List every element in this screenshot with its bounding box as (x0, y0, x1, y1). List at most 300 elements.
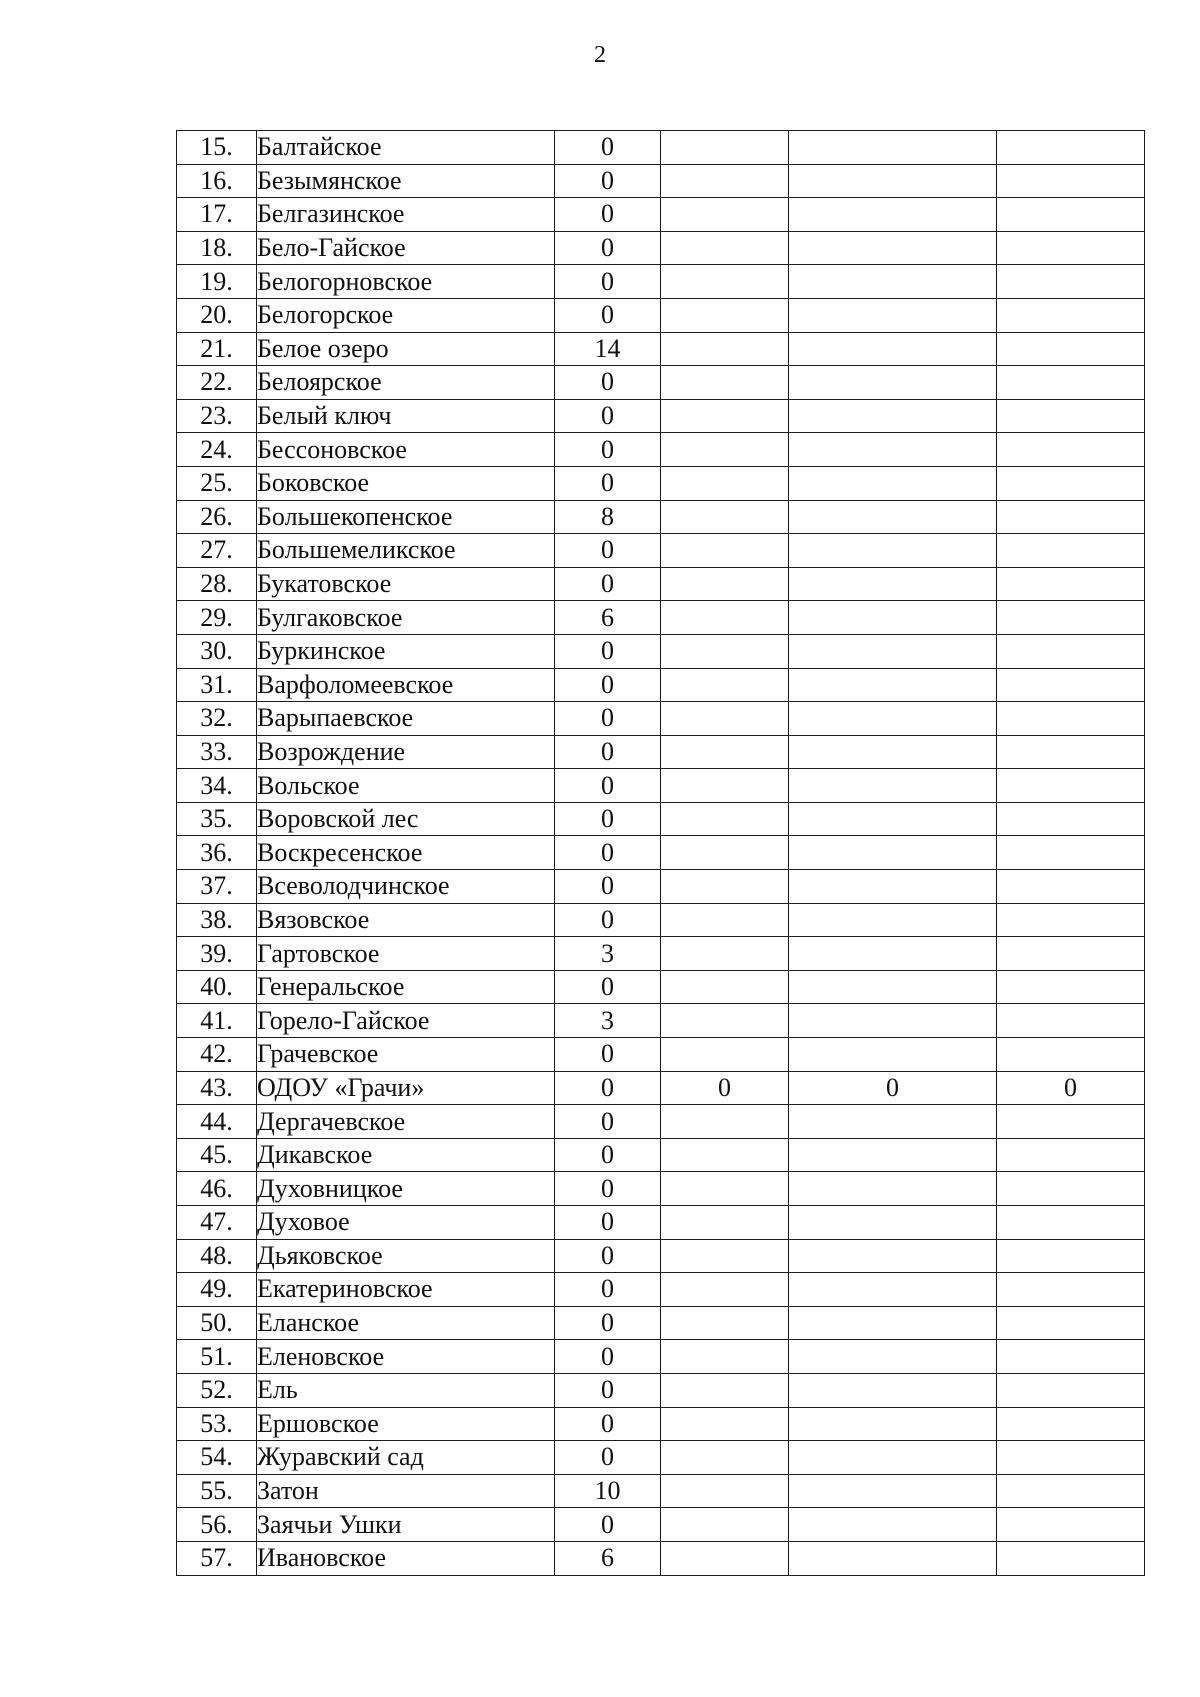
value-cell-1: 0 (555, 668, 661, 702)
row-number-cell: 18. (177, 231, 257, 265)
value-cell-2 (661, 634, 789, 668)
value-cell-1: 0 (555, 265, 661, 299)
row-number-cell: 28. (177, 567, 257, 601)
value-cell-4 (997, 1306, 1145, 1340)
value-cell-3 (789, 970, 997, 1004)
value-cell-1: 0 (555, 1138, 661, 1172)
value-cell-1: 0 (555, 870, 661, 904)
value-cell-2 (661, 870, 789, 904)
settlement-name-cell: Генеральское (257, 970, 555, 1004)
settlement-name-cell: Воскресенское (257, 836, 555, 870)
settlement-name-cell: Воровской лес (257, 802, 555, 836)
row-number-cell: 53. (177, 1407, 257, 1441)
row-number-cell: 34. (177, 769, 257, 803)
row-number-cell: 26. (177, 500, 257, 534)
value-cell-4 (997, 836, 1145, 870)
value-cell-1: 0 (555, 836, 661, 870)
value-cell-2 (661, 131, 789, 165)
value-cell-3 (789, 1105, 997, 1139)
row-number-cell: 55. (177, 1474, 257, 1508)
value-cell-4 (997, 870, 1145, 904)
value-cell-1: 0 (555, 1441, 661, 1475)
value-cell-4 (997, 164, 1145, 198)
row-number-cell: 36. (177, 836, 257, 870)
value-cell-1: 0 (555, 1239, 661, 1273)
row-number-cell: 25. (177, 466, 257, 500)
row-number-cell: 30. (177, 634, 257, 668)
settlement-name-cell: ОДОУ «Грачи» (257, 1071, 555, 1105)
table-row (177, 702, 1145, 736)
value-cell-1: 10 (555, 1474, 661, 1508)
table-row (177, 131, 1145, 165)
value-cell-4 (997, 500, 1145, 534)
value-cell-1: 0 (555, 634, 661, 668)
row-number-cell: 43. (177, 1071, 257, 1105)
value-cell-2 (661, 1138, 789, 1172)
settlement-name-cell: Безымянское (257, 164, 555, 198)
value-cell-1: 0 (555, 1273, 661, 1307)
table-row (177, 836, 1145, 870)
table-row (177, 903, 1145, 937)
value-cell-1: 0 (555, 534, 661, 568)
value-cell-3 (789, 1239, 997, 1273)
row-number-cell: 32. (177, 702, 257, 736)
value-cell-3 (789, 298, 997, 332)
row-number-cell: 22. (177, 366, 257, 400)
value-cell-1: 0 (555, 903, 661, 937)
value-cell-2 (661, 433, 789, 467)
value-cell-4 (997, 903, 1145, 937)
value-cell-4 (997, 1508, 1145, 1542)
table-row (177, 164, 1145, 198)
value-cell-1: 0 (555, 164, 661, 198)
table-row (177, 1273, 1145, 1307)
table-row (177, 332, 1145, 366)
value-cell-2 (661, 802, 789, 836)
value-cell-3 (789, 1474, 997, 1508)
settlement-name-cell: Всеволодчинское (257, 870, 555, 904)
value-cell-2 (661, 1004, 789, 1038)
value-cell-4 (997, 1373, 1145, 1407)
value-cell-4 (997, 1340, 1145, 1374)
value-cell-3 (789, 1541, 997, 1575)
value-cell-2 (661, 1273, 789, 1307)
value-cell-3 (789, 1441, 997, 1475)
value-cell-4 (997, 668, 1145, 702)
value-cell-4 (997, 1138, 1145, 1172)
value-cell-3 (789, 668, 997, 702)
value-cell-2 (661, 903, 789, 937)
value-cell-4 (997, 769, 1145, 803)
table-row (177, 769, 1145, 803)
value-cell-1: 8 (555, 500, 661, 534)
value-cell-1: 0 (555, 1172, 661, 1206)
row-number-cell: 47. (177, 1206, 257, 1240)
value-cell-3 (789, 769, 997, 803)
value-cell-3 (789, 1038, 997, 1072)
settlement-name-cell: Бело-Гайское (257, 231, 555, 265)
row-number-cell: 33. (177, 735, 257, 769)
value-cell-2 (661, 836, 789, 870)
value-cell-2 (661, 1306, 789, 1340)
table-row (177, 567, 1145, 601)
value-cell-1: 0 (555, 1038, 661, 1072)
value-cell-3 (789, 399, 997, 433)
value-cell-3 (789, 164, 997, 198)
settlement-name-cell: Еланское (257, 1306, 555, 1340)
table-row (177, 1508, 1145, 1542)
value-cell-4 (997, 433, 1145, 467)
value-cell-3 (789, 903, 997, 937)
value-cell-2 (661, 1508, 789, 1542)
row-number-cell: 49. (177, 1273, 257, 1307)
value-cell-3 (789, 870, 997, 904)
value-cell-3 (789, 231, 997, 265)
value-cell-4 (997, 1206, 1145, 1240)
table-row (177, 1206, 1145, 1240)
value-cell-1: 0 (555, 131, 661, 165)
value-cell-3: 0 (789, 1071, 997, 1105)
table-row (177, 1138, 1145, 1172)
value-cell-3 (789, 433, 997, 467)
value-cell-4 (997, 1474, 1145, 1508)
table-row (177, 1340, 1145, 1374)
value-cell-2 (661, 1373, 789, 1407)
value-cell-3 (789, 601, 997, 635)
table-row (177, 399, 1145, 433)
table-row (177, 1105, 1145, 1139)
table-row (177, 735, 1145, 769)
table-row (177, 1172, 1145, 1206)
row-number-cell: 57. (177, 1541, 257, 1575)
table-row (177, 1306, 1145, 1340)
value-cell-3 (789, 702, 997, 736)
value-cell-4 (997, 970, 1145, 1004)
settlement-name-cell: Вольское (257, 769, 555, 803)
value-cell-4 (997, 802, 1145, 836)
value-cell-4 (997, 702, 1145, 736)
row-number-cell: 27. (177, 534, 257, 568)
row-number-cell: 50. (177, 1306, 257, 1340)
row-number-cell: 54. (177, 1441, 257, 1475)
value-cell-2 (661, 1340, 789, 1374)
settlement-name-cell: Варфоломеевское (257, 668, 555, 702)
row-number-cell: 52. (177, 1373, 257, 1407)
table-row (177, 668, 1145, 702)
row-number-cell: 23. (177, 399, 257, 433)
table-row (177, 1407, 1145, 1441)
row-number-cell: 38. (177, 903, 257, 937)
settlement-name-cell: Заячьи Ушки (257, 1508, 555, 1542)
value-cell-2 (661, 668, 789, 702)
table-row (177, 1373, 1145, 1407)
table-row (177, 466, 1145, 500)
row-number-cell: 40. (177, 970, 257, 1004)
settlement-name-cell: Дергачевское (257, 1105, 555, 1139)
value-cell-4 (997, 1038, 1145, 1072)
settlement-name-cell: Булгаковское (257, 601, 555, 635)
value-cell-1: 14 (555, 332, 661, 366)
value-cell-2 (661, 1441, 789, 1475)
value-cell-3 (789, 332, 997, 366)
value-cell-1: 0 (555, 802, 661, 836)
settlement-name-cell: Ершовское (257, 1407, 555, 1441)
value-cell-4 (997, 567, 1145, 601)
value-cell-3 (789, 1172, 997, 1206)
table-row (177, 937, 1145, 971)
value-cell-3 (789, 1407, 997, 1441)
value-cell-4 (997, 231, 1145, 265)
row-number-cell: 19. (177, 265, 257, 299)
data-table (176, 130, 1145, 1576)
value-cell-2 (661, 1541, 789, 1575)
row-number-cell: 17. (177, 198, 257, 232)
settlement-name-cell: Белый ключ (257, 399, 555, 433)
value-cell-1: 0 (555, 1071, 661, 1105)
settlement-name-cell: Екатериновское (257, 1273, 555, 1307)
value-cell-1: 0 (555, 433, 661, 467)
settlement-name-cell: Балтайское (257, 131, 555, 165)
value-cell-1: 6 (555, 601, 661, 635)
value-cell-2 (661, 702, 789, 736)
row-number-cell: 15. (177, 131, 257, 165)
settlement-name-cell: Ель (257, 1373, 555, 1407)
value-cell-3 (789, 1306, 997, 1340)
row-number-cell: 39. (177, 937, 257, 971)
table-row (177, 1541, 1145, 1575)
value-cell-3 (789, 265, 997, 299)
value-cell-3 (789, 836, 997, 870)
settlement-name-cell: Затон (257, 1474, 555, 1508)
value-cell-1: 0 (555, 769, 661, 803)
value-cell-2 (661, 769, 789, 803)
value-cell-4 (997, 735, 1145, 769)
value-cell-2 (661, 970, 789, 1004)
row-number-cell: 48. (177, 1239, 257, 1273)
value-cell-4 (997, 332, 1145, 366)
value-cell-2 (661, 1407, 789, 1441)
value-cell-2 (661, 601, 789, 635)
settlement-name-cell: Дьяковское (257, 1239, 555, 1273)
settlement-name-cell: Белогорское (257, 298, 555, 332)
value-cell-2 (661, 1172, 789, 1206)
value-cell-4 (997, 466, 1145, 500)
value-cell-2 (661, 332, 789, 366)
value-cell-1: 0 (555, 1508, 661, 1542)
value-cell-2 (661, 1038, 789, 1072)
settlement-name-cell: Боковское (257, 466, 555, 500)
table-row (177, 198, 1145, 232)
row-number-cell: 35. (177, 802, 257, 836)
value-cell-3 (789, 500, 997, 534)
settlement-name-cell: Большекопенское (257, 500, 555, 534)
value-cell-1: 0 (555, 702, 661, 736)
table-row (177, 500, 1145, 534)
settlement-name-cell: Дикавское (257, 1138, 555, 1172)
value-cell-4 (997, 937, 1145, 971)
value-cell-4 (997, 1239, 1145, 1273)
value-cell-2 (661, 1105, 789, 1139)
value-cell-1: 0 (555, 366, 661, 400)
value-cell-2 (661, 1239, 789, 1273)
table-row (177, 634, 1145, 668)
row-number-cell: 21. (177, 332, 257, 366)
settlement-name-cell: Духовое (257, 1206, 555, 1240)
value-cell-2 (661, 366, 789, 400)
value-cell-3 (789, 1138, 997, 1172)
value-cell-1: 0 (555, 198, 661, 232)
row-number-cell: 46. (177, 1172, 257, 1206)
value-cell-1: 0 (555, 567, 661, 601)
value-cell-3 (789, 567, 997, 601)
value-cell-1: 0 (555, 1206, 661, 1240)
value-cell-2 (661, 198, 789, 232)
value-cell-4 (997, 1004, 1145, 1038)
row-number-cell: 37. (177, 870, 257, 904)
settlement-name-cell: Белоярское (257, 366, 555, 400)
settlement-name-cell: Белгазинское (257, 198, 555, 232)
value-cell-3 (789, 198, 997, 232)
value-cell-4 (997, 534, 1145, 568)
value-cell-3 (789, 534, 997, 568)
value-cell-3 (789, 1340, 997, 1374)
value-cell-2 (661, 567, 789, 601)
value-cell-4 (997, 131, 1145, 165)
table-row (177, 1441, 1145, 1475)
value-cell-1: 0 (555, 399, 661, 433)
table-row (177, 1071, 1145, 1105)
table-row (177, 231, 1145, 265)
value-cell-4 (997, 1105, 1145, 1139)
row-number-cell: 29. (177, 601, 257, 635)
page-number: 2 (594, 42, 606, 68)
value-cell-1: 0 (555, 970, 661, 1004)
row-number-cell: 16. (177, 164, 257, 198)
value-cell-4 (997, 298, 1145, 332)
settlement-name-cell: Белогорновское (257, 265, 555, 299)
row-number-cell: 24. (177, 433, 257, 467)
settlement-name-cell: Грачевское (257, 1038, 555, 1072)
table-row (177, 298, 1145, 332)
value-cell-1: 3 (555, 937, 661, 971)
value-cell-4 (997, 634, 1145, 668)
value-cell-1: 6 (555, 1541, 661, 1575)
value-cell-2 (661, 164, 789, 198)
value-cell-2 (661, 735, 789, 769)
value-cell-1: 0 (555, 735, 661, 769)
table-row (177, 870, 1145, 904)
value-cell-2 (661, 1474, 789, 1508)
settlement-name-cell: Букатовское (257, 567, 555, 601)
settlement-name-cell: Большемеликское (257, 534, 555, 568)
settlement-name-cell: Журавский сад (257, 1441, 555, 1475)
settlement-name-cell: Буркинское (257, 634, 555, 668)
value-cell-2 (661, 265, 789, 299)
settlement-name-cell: Еленовское (257, 1340, 555, 1374)
row-number-cell: 42. (177, 1038, 257, 1072)
table-row (177, 534, 1145, 568)
value-cell-4 (997, 1273, 1145, 1307)
table-row (177, 1004, 1145, 1038)
table-row (177, 265, 1145, 299)
settlement-name-cell: Белое озеро (257, 332, 555, 366)
value-cell-3 (789, 1004, 997, 1038)
value-cell-3 (789, 466, 997, 500)
row-number-cell: 20. (177, 298, 257, 332)
value-cell-3 (789, 1373, 997, 1407)
settlement-name-cell: Духовницкое (257, 1172, 555, 1206)
settlement-name-cell: Гартовское (257, 937, 555, 971)
row-number-cell: 51. (177, 1340, 257, 1374)
value-cell-2 (661, 534, 789, 568)
settlement-name-cell: Возрождение (257, 735, 555, 769)
value-cell-1: 0 (555, 298, 661, 332)
settlement-name-cell: Бессоновское (257, 433, 555, 467)
row-number-cell: 56. (177, 1508, 257, 1542)
value-cell-2 (661, 1206, 789, 1240)
row-number-cell: 44. (177, 1105, 257, 1139)
value-cell-2 (661, 298, 789, 332)
table-row (177, 601, 1145, 635)
value-cell-4 (997, 265, 1145, 299)
value-cell-4 (997, 1441, 1145, 1475)
value-cell-3 (789, 1508, 997, 1542)
value-cell-4 (997, 1541, 1145, 1575)
table-row (177, 1239, 1145, 1273)
table-row (177, 970, 1145, 1004)
settlement-name-cell: Горело-Гайское (257, 1004, 555, 1038)
table-row (177, 366, 1145, 400)
value-cell-1: 0 (555, 1340, 661, 1374)
value-cell-1: 0 (555, 1306, 661, 1340)
settlement-name-cell: Вязовское (257, 903, 555, 937)
value-cell-4: 0 (997, 1071, 1145, 1105)
value-cell-3 (789, 634, 997, 668)
value-cell-3 (789, 802, 997, 836)
value-cell-1: 0 (555, 1407, 661, 1441)
value-cell-2 (661, 231, 789, 265)
row-number-cell: 45. (177, 1138, 257, 1172)
value-cell-3 (789, 1206, 997, 1240)
value-cell-1: 0 (555, 466, 661, 500)
value-cell-3 (789, 1273, 997, 1307)
value-cell-3 (789, 366, 997, 400)
table-row (177, 1038, 1145, 1072)
table-row (177, 1474, 1145, 1508)
table-row (177, 802, 1145, 836)
value-cell-1: 0 (555, 1373, 661, 1407)
value-cell-1: 0 (555, 1105, 661, 1139)
value-cell-2 (661, 937, 789, 971)
value-cell-4 (997, 366, 1145, 400)
value-cell-4 (997, 198, 1145, 232)
value-cell-3 (789, 131, 997, 165)
value-cell-4 (997, 1407, 1145, 1441)
value-cell-4 (997, 399, 1145, 433)
value-cell-2: 0 (661, 1071, 789, 1105)
table-row (177, 433, 1145, 467)
value-cell-4 (997, 1172, 1145, 1206)
table-body (177, 131, 1145, 1576)
value-cell-2 (661, 466, 789, 500)
settlement-name-cell: Варыпаевское (257, 702, 555, 736)
row-number-cell: 41. (177, 1004, 257, 1038)
value-cell-2 (661, 399, 789, 433)
value-cell-2 (661, 500, 789, 534)
settlement-name-cell: Ивановское (257, 1541, 555, 1575)
value-cell-1: 3 (555, 1004, 661, 1038)
value-cell-3 (789, 937, 997, 971)
